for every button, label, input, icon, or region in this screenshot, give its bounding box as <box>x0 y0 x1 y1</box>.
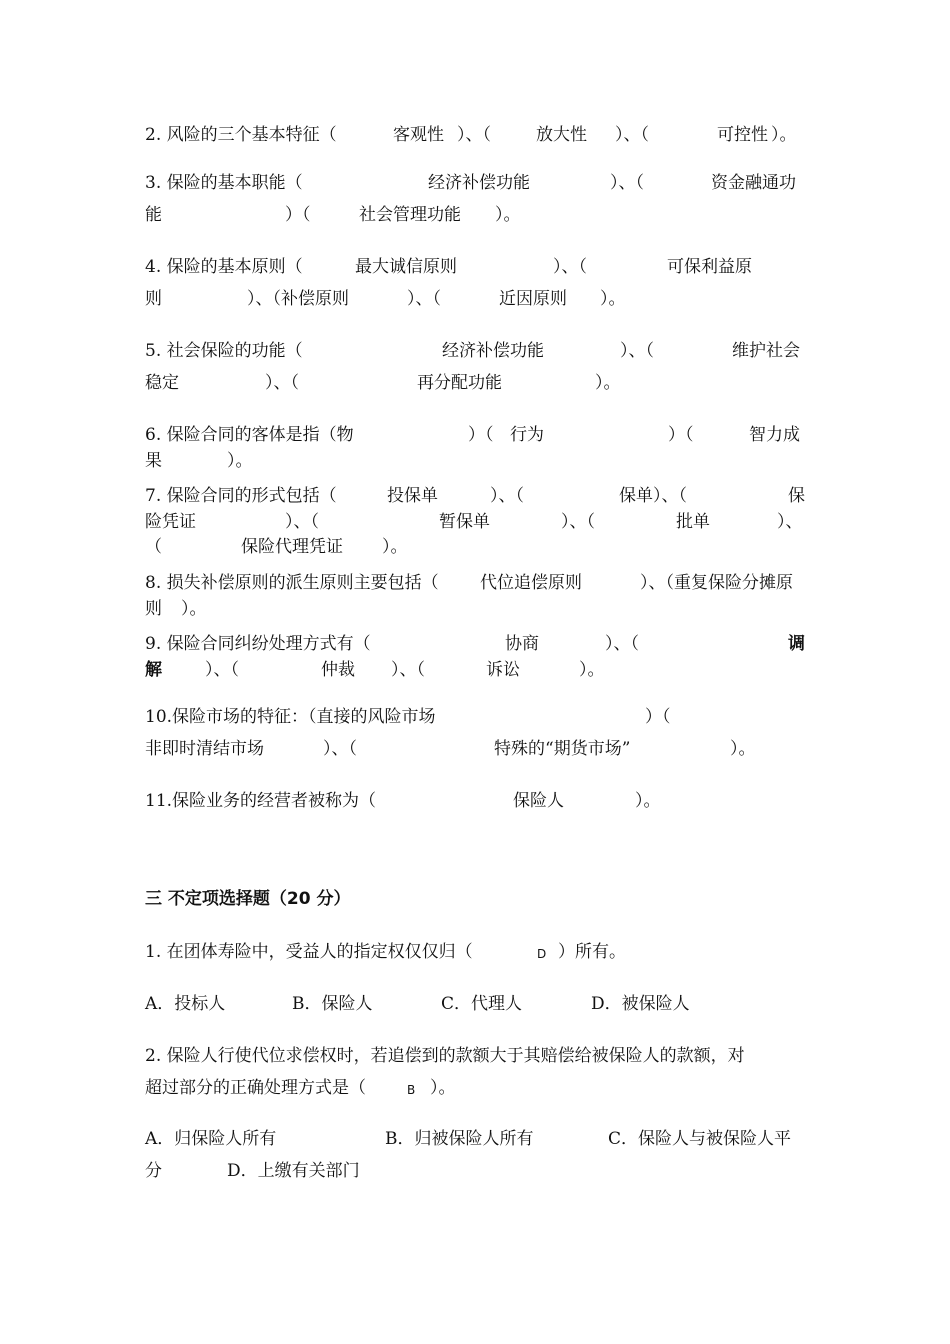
answer-text: 保险人 <box>513 791 564 811</box>
question-text: ）。 <box>181 599 207 619</box>
question-text: ）。 <box>635 791 661 811</box>
option-d: D．被保险人 <box>591 994 690 1014</box>
answer-text: 则 <box>145 289 162 309</box>
question-text: ）、（补偿原则 <box>247 289 349 309</box>
fill-question-9-cont <box>145 657 805 683</box>
question-text: ）。 <box>730 739 756 759</box>
fill-question-6 <box>145 422 805 448</box>
question-text: ）、（ <box>391 660 425 680</box>
choice-options-1 <box>145 991 805 1017</box>
fill-question-4 <box>145 254 805 280</box>
answer-text: 能 <box>145 205 162 225</box>
answer-text: 社会管理功能 <box>359 205 461 225</box>
answer-text: 稳定 <box>145 373 179 393</box>
question-text: ）、（ <box>553 257 587 277</box>
question-text: ）。 <box>579 660 605 680</box>
answer-text: 再分配功能 <box>417 373 502 393</box>
question-text: ）、（ <box>615 125 649 145</box>
fill-question-6-cont <box>145 448 805 474</box>
choice-options-2 <box>145 1126 805 1152</box>
question-text: ）（ <box>645 707 671 727</box>
fill-question-9 <box>145 631 805 657</box>
answer-text: 保 <box>788 486 805 506</box>
option-c: C．保险人与被保险人平 <box>608 1129 792 1149</box>
fill-question-10 <box>145 704 805 730</box>
question-text: ）、（ <box>285 512 319 532</box>
answer-text: 则 <box>145 599 162 619</box>
section-heading <box>145 886 805 912</box>
answer-text: 经济补偿功能 <box>428 173 530 193</box>
answer-text: 行为 <box>510 425 544 445</box>
fill-question-3-cont <box>145 202 805 228</box>
answer-text: 投保单 <box>387 486 438 506</box>
question-text: ）、（重复保险分摊原 <box>640 573 793 593</box>
answer-text: 非即时清结市场 <box>145 739 264 759</box>
question-text: 超过部分的正确处理方式是（ <box>145 1078 366 1098</box>
choice-question-2 <box>145 1043 825 1069</box>
answer-text: 可保利益原 <box>667 257 752 277</box>
question-text: ）、（ <box>265 373 299 393</box>
question-text: 3. 保险的基本职能（ <box>145 173 303 193</box>
answer-text: 近因原则 <box>499 289 567 309</box>
fill-question-5 <box>145 338 805 364</box>
question-text: 7. 保险合同的形式包括（ <box>145 486 337 506</box>
answer-text: 经济补偿功能 <box>442 341 544 361</box>
answer-text: 仲裁 <box>321 660 355 680</box>
fill-question-2 <box>145 122 805 148</box>
answer-text: 解 <box>145 660 162 680</box>
question-text: 4. 保险的基本原则（ <box>145 257 303 277</box>
question-text: 6. 保险合同的客体是指（物 <box>145 425 354 445</box>
option-b: B．保险人 <box>292 994 373 1014</box>
question-text: ）。 <box>227 451 253 471</box>
answer-text: 可控性 <box>717 125 768 145</box>
question-text: 11.保险业务的经营者被称为（ <box>145 791 377 811</box>
question-text: ）、（ <box>561 512 595 532</box>
option-c-cont: 分 <box>145 1161 162 1181</box>
question-text: ）、（ <box>620 341 654 361</box>
question-text: ）（ <box>468 425 494 445</box>
answer-text: 最大诚信原则 <box>355 257 457 277</box>
answer-text: 协商 <box>505 634 539 654</box>
answer-text: 放大性 <box>536 125 587 145</box>
answer-text: 资金融通功 <box>711 173 796 193</box>
option-a: A．投标人 <box>145 994 226 1014</box>
question-text: ）（ <box>668 425 694 445</box>
answer-text: D <box>537 947 547 961</box>
question-text: ）、（ <box>407 289 441 309</box>
question-text: ）、（ <box>605 634 639 654</box>
answer-text: 特殊的“期货市场” <box>494 739 631 759</box>
question-text: 8. 损失补偿原则的派生原则主要包括（ <box>145 573 439 593</box>
choice-options-2-cont <box>145 1158 805 1184</box>
question-text: ）、（ <box>610 173 644 193</box>
answer-text: B <box>407 1083 416 1097</box>
question-text: ）。 <box>595 373 621 393</box>
question-text: ）（ <box>285 205 311 225</box>
question-text: ）、（ <box>205 660 239 680</box>
choice-question-2-cont <box>145 1075 805 1101</box>
fill-question-10-cont <box>145 736 805 762</box>
question-text: ）。 <box>430 1078 456 1098</box>
answer-text: 调 <box>788 634 805 654</box>
question-text: ）。 <box>495 205 521 225</box>
answer-text: 险凭证 <box>145 512 196 532</box>
question-text: 10.保险市场的特征：（直接的风险市场 <box>145 707 436 727</box>
option-a: A．归保险人所有 <box>145 1129 277 1149</box>
question-text: ）。 <box>382 537 408 557</box>
choice-question-1 <box>145 939 805 965</box>
fill-question-5-cont <box>145 370 805 396</box>
question-text: ）、（ <box>490 486 524 506</box>
answer-text: 保险代理凭证 <box>241 537 343 557</box>
fill-question-3 <box>145 170 805 196</box>
question-text: 5. 社会保险的功能（ <box>145 341 303 361</box>
answer-text: 客观性 <box>393 125 444 145</box>
question-text: ）。 <box>600 289 626 309</box>
question-text: ）、 <box>777 512 803 532</box>
answer-text: 诉讼 <box>486 660 520 680</box>
answer-text: 代位追偿原则 <box>480 573 582 593</box>
fill-question-8 <box>145 570 805 596</box>
answer-text: 批单 <box>676 512 710 532</box>
question-text: ）、（ <box>323 739 357 759</box>
fill-question-7-cont <box>145 509 805 535</box>
answer-text: 维护社会 <box>732 341 800 361</box>
option-b: B．归被保险人所有 <box>385 1129 534 1149</box>
answer-text: 暂保单 <box>439 512 490 532</box>
answer-text: 果 <box>145 451 162 471</box>
option-c: C．代理人 <box>441 994 523 1014</box>
fill-question-8-cont <box>145 596 805 622</box>
question-text: 2. 风险的三个基本特征（ <box>145 125 337 145</box>
answer-text: 保单）、（ <box>619 486 687 506</box>
question-text: ）、（ <box>457 125 491 145</box>
section-heading-text: 三 不定项选择题（20 分） <box>145 889 351 909</box>
question-text: ）。 <box>771 125 797 145</box>
question-text: ）所有。 <box>558 942 626 962</box>
option-d: D．上缴有关部门 <box>227 1161 360 1181</box>
fill-question-7-cont2 <box>145 534 805 560</box>
fill-question-4-cont <box>145 286 805 312</box>
question-text: 2. 保险人行使代位求偿权时，若追偿到的款额大于其赔偿给被保险人的款额，对 <box>145 1046 745 1066</box>
fill-question-7 <box>145 483 805 509</box>
question-text: 9. 保险合同纠纷处理方式有（ <box>145 634 371 654</box>
question-text: 1. 在团体寿险中，受益人的指定权仅仅归（ <box>145 942 473 962</box>
answer-text: 智力成 <box>749 425 800 445</box>
question-text: （ <box>145 537 162 557</box>
fill-question-11 <box>145 788 805 814</box>
